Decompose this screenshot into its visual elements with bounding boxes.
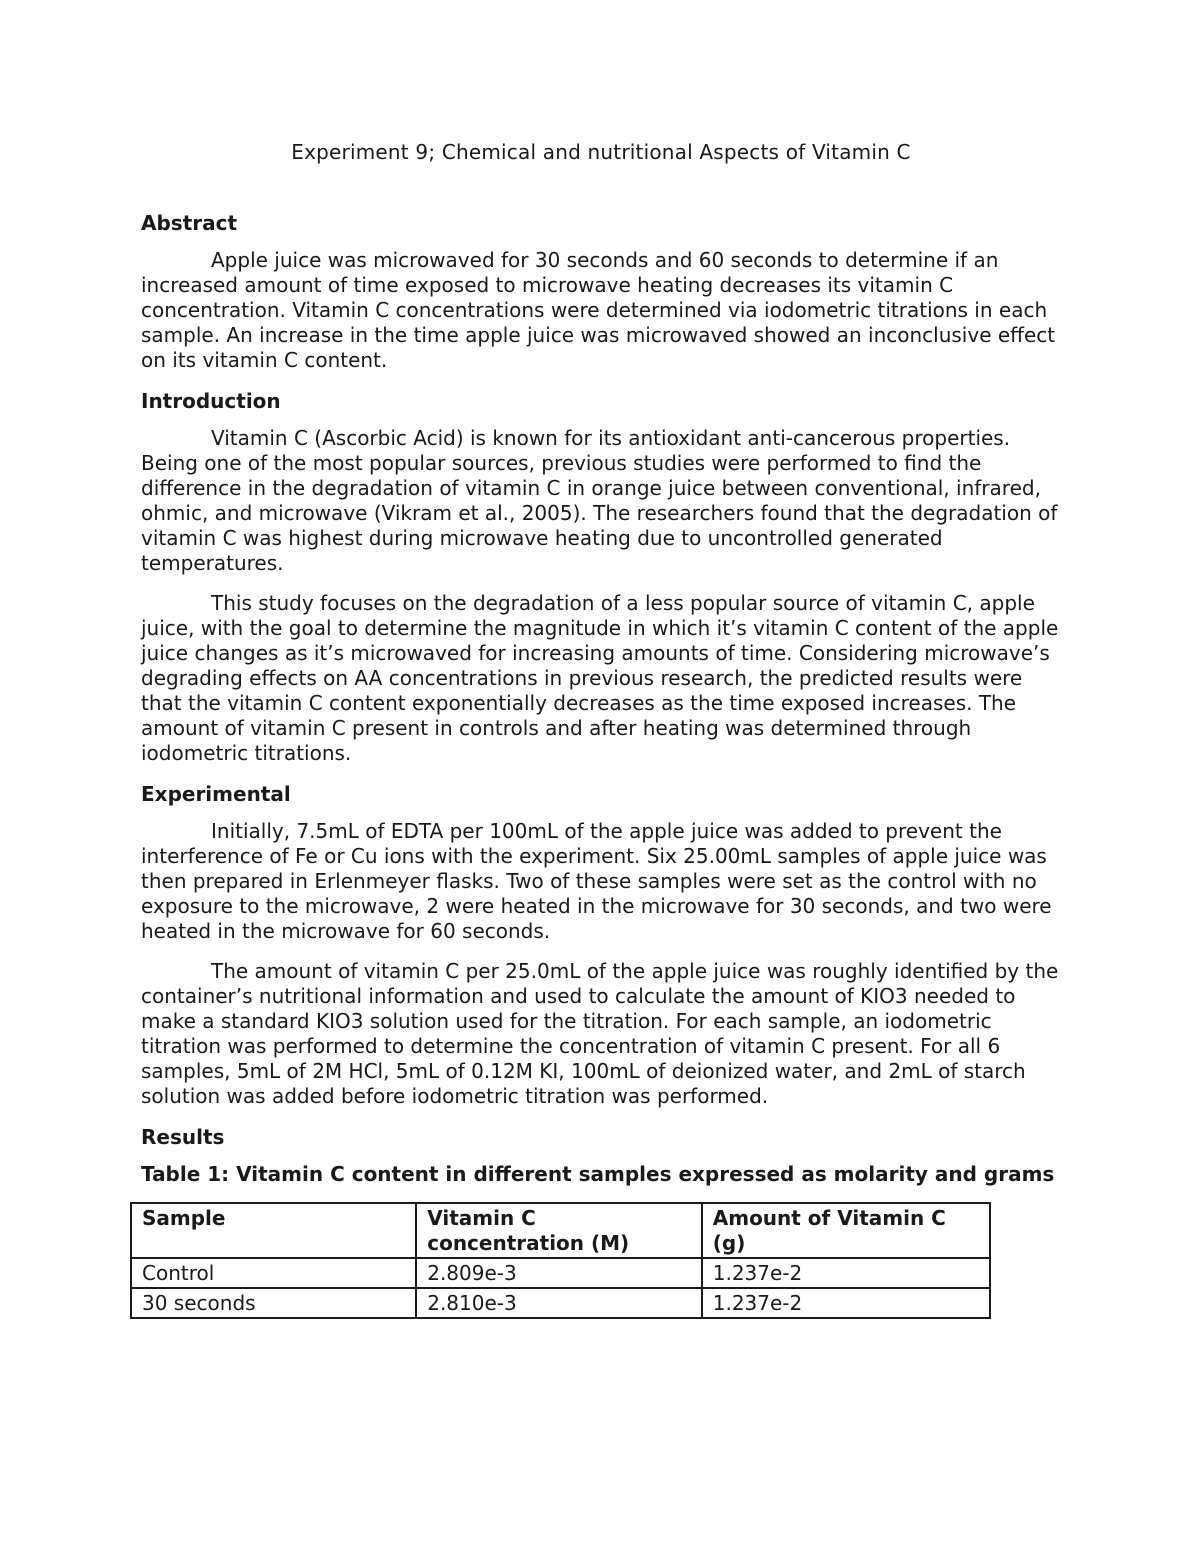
abstract-paragraph: Apple juice was microwaved for 30 seconds and 60 seconds to determine if an increased amount of time exposed to microwave heating decreases its vitamin C concentration. Vitamin C concentrations were determined via iodometric titrations in each sample. An increase in the time apple juice was microwaved showed an inconclusive effect on its vitamin C content. [141,248,1056,372]
document-page [141,140,1061,1319]
introduction-paragraph-2: This study focuses on the degradation of a less popular source of vitamin C, apple juice, with the goal to determine the magnitude in which it’s vitamin C content of the apple juice changes as it’s microwaved for increasing amounts of time. Considering microwave’s degrading effects on AA concentrations in previous research, the predicted results were that the vitamin C content exponentially decreases as the time exposed increases. The amount of vitamin C present in controls and after heating was determined through iodometric titrations. [141,591,1059,765]
table-cell: Control [131,1258,416,1288]
document-title: Experiment 9; Chemical and nutritional Aspects of Vitamin C [291,140,911,164]
table-caption: Table 1: Vitamin C content in different samples expressed as molarity and grams [141,1162,1055,1186]
table-header-cell: Sample [131,1203,416,1258]
table-cell: 1.237e-2 [702,1288,990,1318]
table-header-cell: Amount of Vitamin C (g) [702,1203,990,1258]
introduction-paragraph-1: Vitamin C (Ascorbic Acid) is known for its antioxidant anti-cancerous properties. Being one of the most popular sources, previous studies were performed to find the difference in the degradation of vitamin C in orange juice between conventional, infrared, ohmic, and microwave (Vikram et al., 2005). The researchers found that the degradation of vitamin C was highest during microwave heating due to uncontrolled generated temperatures. [141,426,1058,575]
results-heading: Results [141,1125,225,1149]
experimental-paragraph-2: The amount of vitamin C per 25.0mL of the apple juice was roughly identified by the container’s nutritional information and used to calculate the amount of KIO3 needed to make a standard KIO3 solution used for the titration. For each sample, an iodometric titration was performed to determine the concentration of vitamin C present. For all 6 samples, 5mL of 2M HCl, 5mL of 0.12M KI, 100mL of deionized water, and 2mL of starch solution was added before iodometric titration was performed. [141,959,1059,1108]
introduction-heading: Introduction [141,389,281,413]
table-cell: 1.237e-2 [702,1258,990,1288]
table-row [131,1258,990,1288]
table-header-row [131,1203,990,1258]
table-cell: 2.810e-3 [416,1288,702,1318]
abstract-heading: Abstract [141,211,238,235]
experimental-paragraph-1: Initially, 7.5mL of EDTA per 100mL of the apple juice was added to prevent the interference of Fe or Cu ions with the experiment. Six 25.00mL samples of apple juice was then prepared in Erlenmeyer flasks. Two of these samples were set as the control with no exposure to the microwave, 2 were heated in the microwave for 30 seconds, and two were heated in the microwave for 60 seconds. [141,819,1052,943]
table-cell: 30 seconds [131,1288,416,1318]
results-table [130,1202,991,1319]
table-header-cell: Vitamin C concentration (M) [416,1203,702,1258]
table-row [131,1288,990,1318]
experimental-heading: Experimental [141,782,291,806]
table-cell: 2.809e-3 [416,1258,702,1288]
